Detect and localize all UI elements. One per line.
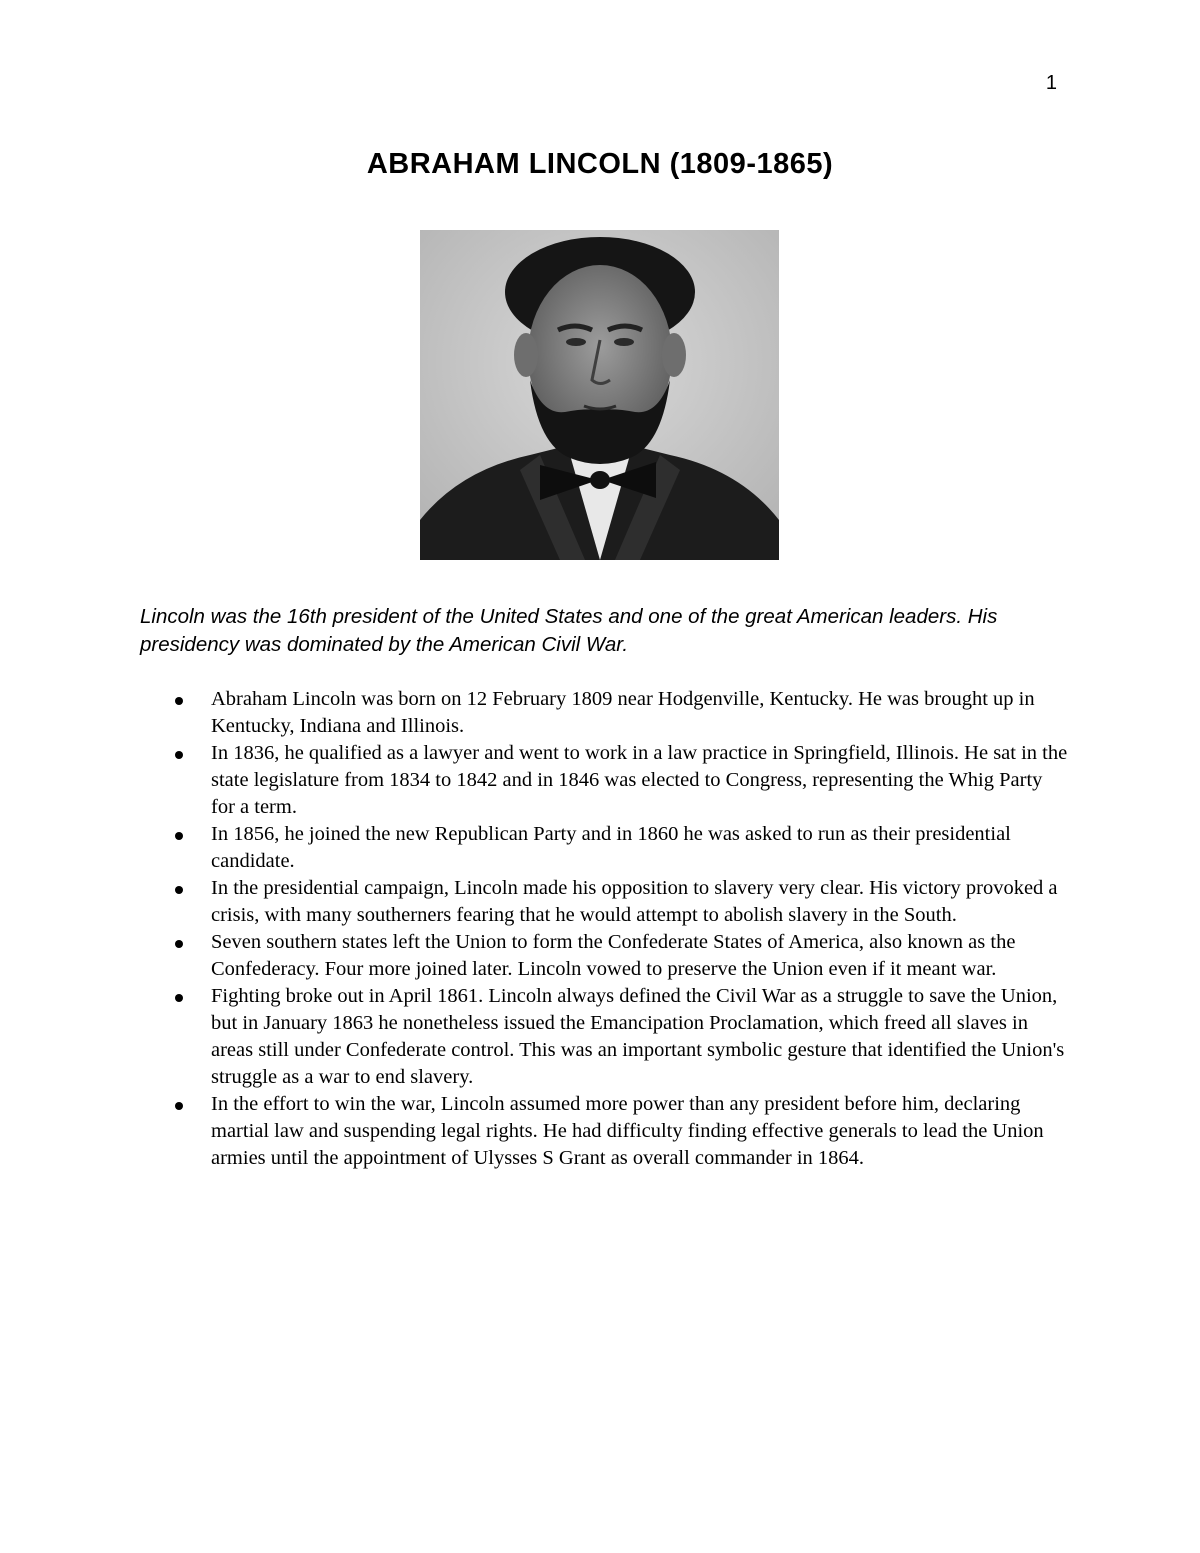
page-title: ABRAHAM LINCOLN (1809-1865) [366, 148, 834, 180]
bullet-icon [175, 697, 183, 705]
list-item-text: In the presidential campaign, Lincoln made his opposition to slavery very clear. His victory provoked a crisis, with many southerners fearing that he would attempt to abolish slavery in the South. [211, 877, 1058, 926]
list-item [165, 875, 1070, 929]
list-item [165, 686, 1070, 740]
list-item [165, 1091, 1070, 1172]
page-number: 1 [1045, 72, 1057, 94]
list-item-text: Seven southern states left the Union to form the Confederate States of America, also known as the Confederacy. Four more joined later. Lincoln vowed to preserve the Union even if it meant war. [211, 931, 1016, 980]
bullet-icon [175, 886, 183, 894]
list-item-text: In 1856, he joined the new Republican Party and in 1860 he was asked to run as their presidential candidate. [211, 823, 1011, 872]
list-item-text: In the effort to win the war, Lincoln assumed more power than any president before him, declaring martial law and suspending legal rights. He had difficulty finding effective generals to lead the Union armies until the appointment of Ulysses S Grant as overall commander in 1864. [211, 1093, 1044, 1169]
list-item [165, 983, 1070, 1091]
facts-list [165, 686, 1070, 1172]
list-item [165, 740, 1070, 821]
list-item-text: Abraham Lincoln was born on 12 February 1809 near Hodgenville, Kentucky. He was brought up in Kentucky, Indiana and Illinois. [211, 688, 1035, 737]
list-item-text: Fighting broke out in April 1861. Lincoln always defined the Civil War as a struggle to save the Union, but in January 1863 he nonetheless issued the Emancipation Proclamation, which freed all slaves in areas still under Confederate control. This was an important symbolic gesture that identified the Union's struggle as a war to end slavery. [211, 985, 1065, 1088]
list-item-text: In 1836, he qualified as a lawyer and went to work in a law practice in Springfield, Illinois. He sat in the state legislature from 1834 to 1842 and in 1846 was elected to Congress, representing the Whig Party for a term. [211, 742, 1068, 818]
bullet-icon [175, 940, 183, 948]
intro-paragraph: Lincoln was the 16th president of the United States and one of the great American leaders. His presidency was dominated by the American Civil War. [140, 605, 998, 656]
bullet-icon [175, 994, 183, 1002]
bullet-icon [175, 832, 183, 840]
portrait-photo [420, 230, 779, 560]
bullet-icon [175, 1102, 183, 1110]
list-item [165, 821, 1070, 875]
bullet-icon [175, 751, 183, 759]
list-item [165, 929, 1070, 983]
